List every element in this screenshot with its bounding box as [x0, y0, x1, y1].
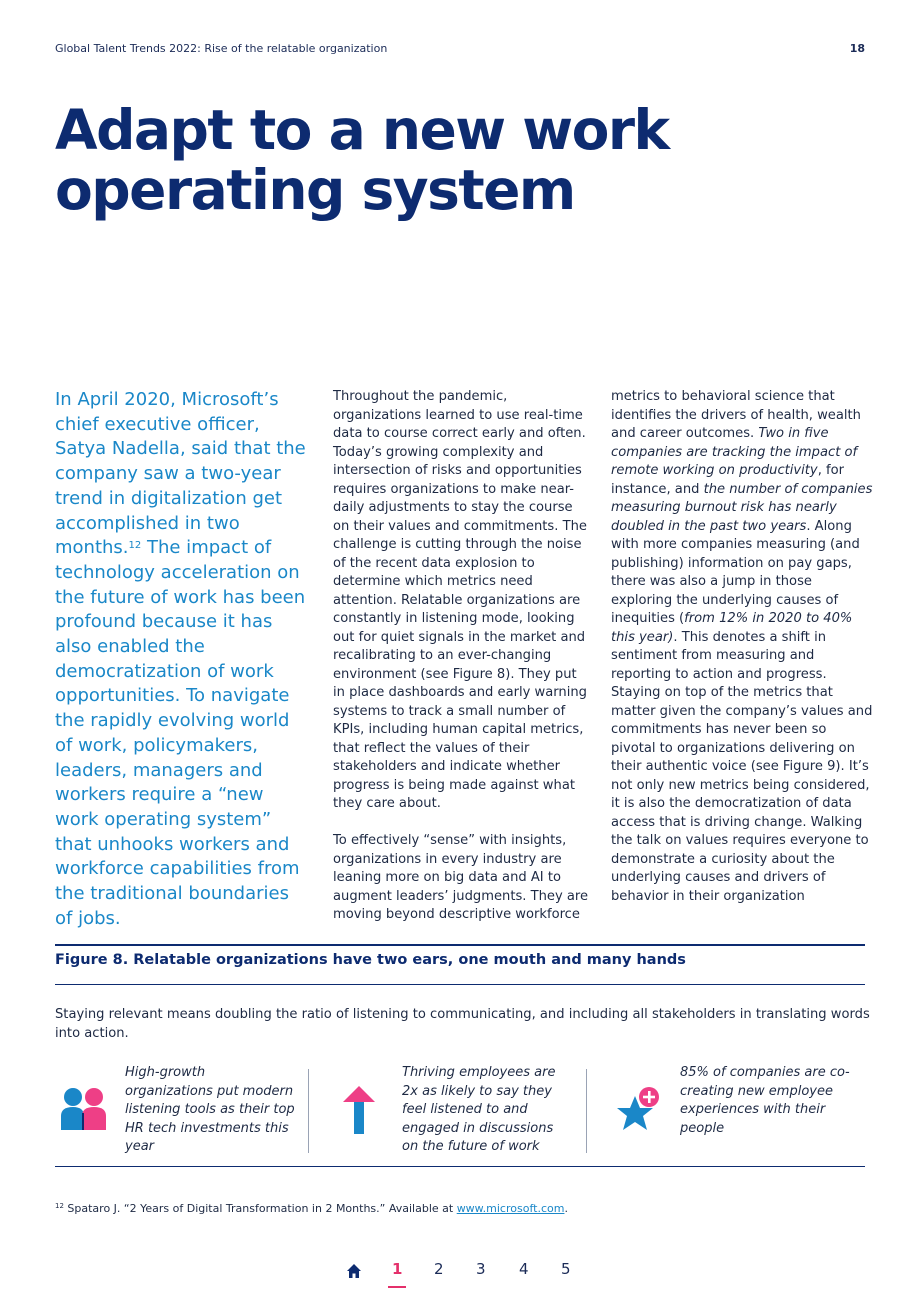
body-column-1	[333, 388, 591, 925]
title-line-1: Adapt to a new work	[55, 98, 669, 162]
body-paragraph: To effectively “sense” with insights, organizations in every industry are leaning more on big data and AI to augment leaders’ judgments. They are moving beyond descriptive workforce	[333, 833, 589, 922]
stat-divider	[586, 1069, 587, 1153]
footnote-link[interactable]: www.microsoft.com	[456, 1202, 565, 1215]
report-title: Global Talent Trends 2022: Rise of the relatable organization	[55, 42, 388, 55]
people-icon	[59, 1086, 109, 1132]
body-paragraph: metrics to behavioral science that identifies the drivers of health, wealth and career outcomes. Two in five companies are tracking the impact of remote working on productivity, for instance, and the number of companies measuring burnout risk has nearly doubled in the past two years. Along with more companies measuring (and publishing) information on pay gaps, there was also a jump in those exploring the underlying causes of inequities (from 12% in 2020 to 40% this year). This denotes a shift in sentiment from measuring and reporting to action and progress. Staying on top of the metrics that matter given the company’s values and commitments has never been so pivotal to organizations delivering on their authentic voice (see Figure 9). It’s not only new metrics being considered, it is also the democratization of data access that is driving change. Walking the talk on values requires everyone to demonstrate a curiosity about the underlying causes and drivers of behavior in their organization	[611, 389, 873, 904]
footnote: $^{12}$ Spataro J. “2 Years of Digital Transformation in 2 Months.” Available at www.microsoft.com.	[55, 1202, 568, 1215]
star-plus-icon	[615, 1084, 663, 1134]
lead-paragraph: In April 2020, Microsoft’s chief executive officer, Satya Nadella, said that the company saw a two-year trend in digitalization get accomplished in two months.$^{12}$ The impact of technology acceleration on the future of work has been profound because it has also enabled the democratization of work opportunities. To navigate the rapidly evolving world of work, policymakers, leaders, managers and workers require a “new work operating system” that unhooks workers and workforce capabilities from the traditional boundaries of jobs.	[55, 389, 306, 929]
figure-top-rule	[55, 944, 865, 946]
stat-divider	[308, 1069, 309, 1153]
page-title	[55, 100, 755, 220]
home-icon[interactable]	[346, 1263, 362, 1279]
page-link-2[interactable]: 2	[434, 1260, 444, 1278]
body-paragraph: Throughout the pandemic, organizations learned to use real-time data to course correct early and often. Today’s growing complexity and intersection of risks and opportunities requires organizations to make near-daily adjustments to stay the course on their values and commitments. The challenge is cutting through the noise of the recent data explosion to determine which metrics need attention. Relatable organizations are constantly in listening mode, looking out for quiet signals in the market and recalibrating to an ever-changing environment (see Figure 8). They put in place dashboards and early warning systems to track a small number of KPIs, including human capital metrics, that reflect the values of their stakeholders and indicate whether progress is being made against what they care about.	[333, 389, 587, 811]
stat-text: Thriving employees are 2x as likely to say they feel listened to and engaged in discussions on the future of work	[402, 1065, 556, 1154]
figure-divider	[55, 984, 865, 985]
page-number: 18	[849, 42, 865, 55]
stat-text: High-growth organizations put modern listening tools as their top HR tech investments this year	[125, 1065, 295, 1154]
page-link-1[interactable]: 1	[392, 1260, 403, 1278]
page-link-3[interactable]: 3	[476, 1260, 486, 1278]
page-link-4[interactable]: 4	[519, 1260, 529, 1278]
page-link-5[interactable]: 5	[561, 1260, 571, 1278]
title-line-2: operating system	[55, 158, 575, 222]
body-column-2	[611, 388, 873, 906]
figure-title: Figure 8. Relatable organizations have two ears, one mouth and many hands	[55, 952, 686, 968]
stat-text: 85% of companies are co-creating new employee experiences with their people	[680, 1065, 850, 1136]
figure-bottom-rule	[55, 1166, 865, 1167]
running-header	[55, 42, 865, 58]
footnote-ref[interactable]: 12	[128, 540, 142, 552]
figure-subtitle: Staying relevant means doubling the ratio of listening to communicating, and including all stakeholders in translating words into action.	[55, 1007, 870, 1041]
arrow-up-icon	[341, 1084, 377, 1136]
active-page-indicator	[388, 1286, 406, 1288]
